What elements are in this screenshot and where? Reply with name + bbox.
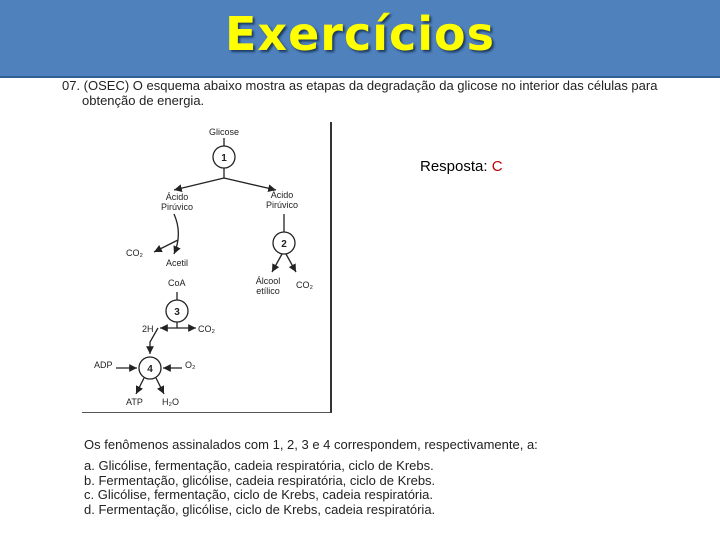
- label-step-2: 2: [281, 239, 287, 250]
- label-coa: CoA: [168, 278, 186, 288]
- arrow-h2o: [156, 378, 164, 394]
- label-acido-left-2: Pirúvico: [160, 202, 194, 212]
- arrow-to-pyruvate-left: [174, 168, 224, 190]
- label-2h: 2H: [142, 324, 154, 334]
- label-o2: O₂: [185, 360, 196, 370]
- label-co2-left: CO₂: [126, 248, 143, 258]
- option-a: a. Glicólise, fermentação, cadeia respiratória, ciclo de Krebs.: [84, 458, 434, 474]
- arrow-2h: [160, 322, 177, 328]
- label-step-3: 3: [174, 307, 180, 318]
- label-acetil: Acetil: [166, 258, 189, 268]
- arrow-co2-right: [286, 254, 296, 272]
- answer-value: C: [491, 158, 503, 175]
- question-line-1: 07. (OSEC) O esquema abaixo mostra as etapas da degradação da glicose no interior das células para: [62, 78, 658, 93]
- label-acido-right-2: Pirúvico: [265, 200, 299, 210]
- label-co2-bottom: CO₂: [198, 324, 215, 334]
- arrow-atp: [136, 378, 144, 394]
- label-step-4: 4: [147, 364, 153, 375]
- option-b: b. Fermentação, glicólise, cadeia respiratória, ciclo de Krebs.: [84, 472, 436, 488]
- title-bar: [0, 0, 720, 78]
- question-text: [62, 78, 702, 108]
- answer: [420, 158, 503, 175]
- question-line-2: obtenção de energia.: [82, 93, 205, 108]
- label-alcool-1: Álcool: [255, 276, 281, 286]
- label-acido-right-1: Ácido: [270, 190, 294, 200]
- diagram-svg: [82, 122, 330, 412]
- answer-label: Resposta:: [420, 158, 488, 175]
- label-alcool-2: etílico: [256, 286, 280, 296]
- label-adp: ADP: [94, 360, 113, 370]
- label-step-1: 1: [221, 153, 227, 164]
- arrow-to-alcool: [272, 254, 282, 272]
- label-h2o: H₂O: [162, 397, 179, 407]
- options-stem: Os fenômenos assinalados com 1, 2, 3 e 4 correspondem, respectivamente, a:: [84, 437, 538, 452]
- arrow-to-pyruvate-right: [224, 178, 276, 190]
- arrow-co2-left: [154, 240, 178, 252]
- label-glicose: Glicose: [208, 127, 240, 137]
- glucose-degradation-diagram: [82, 122, 332, 413]
- page-title: Exercícios: [224, 7, 496, 61]
- arrow-to-acetil: [174, 214, 178, 254]
- label-acido-left-1: Ácido: [165, 192, 189, 202]
- option-d: d. Fermentação, glicólise, ciclo de Krebs, cadeia respiratória.: [84, 501, 436, 517]
- label-atp: ATP: [126, 397, 143, 407]
- answer-options: [84, 438, 704, 517]
- option-c: c. Glicólise, fermentação, ciclo de Krebs, cadeia respiratória.: [84, 487, 433, 503]
- label-co2-right: CO₂: [296, 280, 313, 290]
